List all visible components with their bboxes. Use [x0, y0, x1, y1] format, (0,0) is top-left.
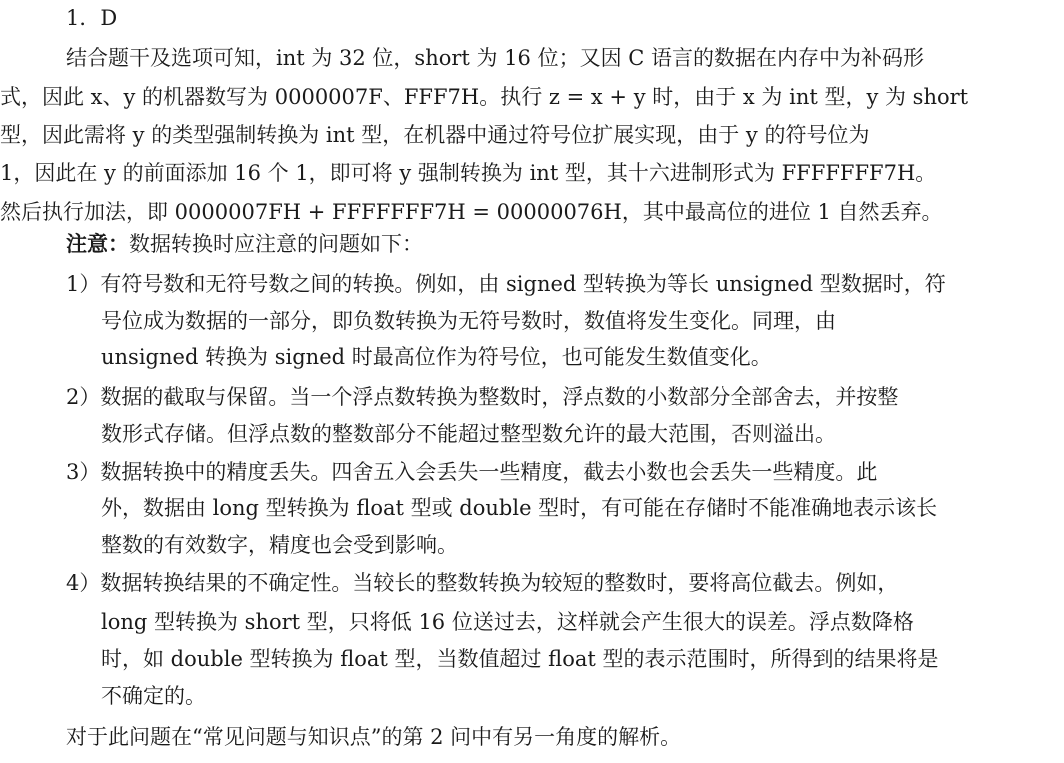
paragraph1-line-2: 式，因此 x、y 的机器数写为 0000007F、FFF7H。执行 z = x + y 时，由于 x 为 int 型，y 为 short: [0, 85, 969, 109]
paragraph1-line-5: 然后执行加法，即 0000007FH + FFFFFFF7H = 00000076H，其中最高位的进位 1 自然丢弃。: [0, 200, 943, 224]
note-text: 数据转换时应注意的问题如下：: [129, 232, 423, 256]
item4-line-1: 4）数据转换结果的不确定性。当较长的整数转换为较短的整数时，要将高位截去。例如，: [66, 571, 899, 595]
closing-line: 对于此问题在“常见问题与知识点”的第 2 问中有另一角度的解析。: [66, 725, 682, 749]
item4-line-3: 时，如 double 型转换为 float 型，当数值超过 float 型的表示范围时，所得到的结果将是: [101, 647, 939, 671]
item1-line-1: 1）有符号数和无符号数之间的转换。例如，由 signed 型转换为等长 unsigned 型数据时，符: [66, 272, 946, 296]
item2-line-2: 数形式存储。但浮点数的整数部分不能超过整型数允许的最大范围，否则溢出。: [101, 422, 836, 446]
paragraph1-line-3: 型，因此需将 y 的类型强制转换为 int 型，在机器中通过符号位扩展实现，由于 y 的符号位为: [0, 123, 870, 147]
item3-line-1: 3）数据转换中的精度丢失。四舍五入会丢失一些精度，截去小数也会丢失一些精度。此: [66, 460, 878, 484]
item2-line-1: 2）数据的截取与保留。当一个浮点数转换为整数时，浮点数的小数部分全部舍去，并按整: [66, 385, 899, 409]
note-label: 注意：: [66, 231, 129, 256]
item1-line-3: unsigned 转换为 signed 时最高位作为符号位，也可能发生数值变化。: [101, 345, 772, 369]
item4-line-2: long 型转换为 short 型，只将低 16 位送过去，这样就会产生很大的误差。浮点数降格: [101, 610, 914, 634]
item4-line-4: 不确定的。: [101, 684, 206, 708]
item1-line-2: 号位成为数据的一部分，即负数转换为无符号数时，数值将发生变化。同理，由: [101, 309, 836, 333]
paragraph1-line-1: 结合题干及选项可知，int 为 32 位，short 为 16 位；又因 C 语言的数据在内存中为补码形: [66, 46, 925, 70]
item3-line-2: 外，数据由 long 型转换为 float 型或 double 型时，有可能在存储时不能准确地表示该长: [101, 496, 938, 520]
paragraph1-line-4: 1，因此在 y 的前面添加 16 个 1，即可将 y 强制转换为 int 型，其十六进制形式为 FFFFFFF7H。: [0, 161, 937, 185]
note-line: [66, 230, 423, 258]
item3-line-3: 整数的有效数字，精度也会受到影响。: [101, 533, 458, 557]
answer-label: 1．D: [66, 6, 118, 30]
